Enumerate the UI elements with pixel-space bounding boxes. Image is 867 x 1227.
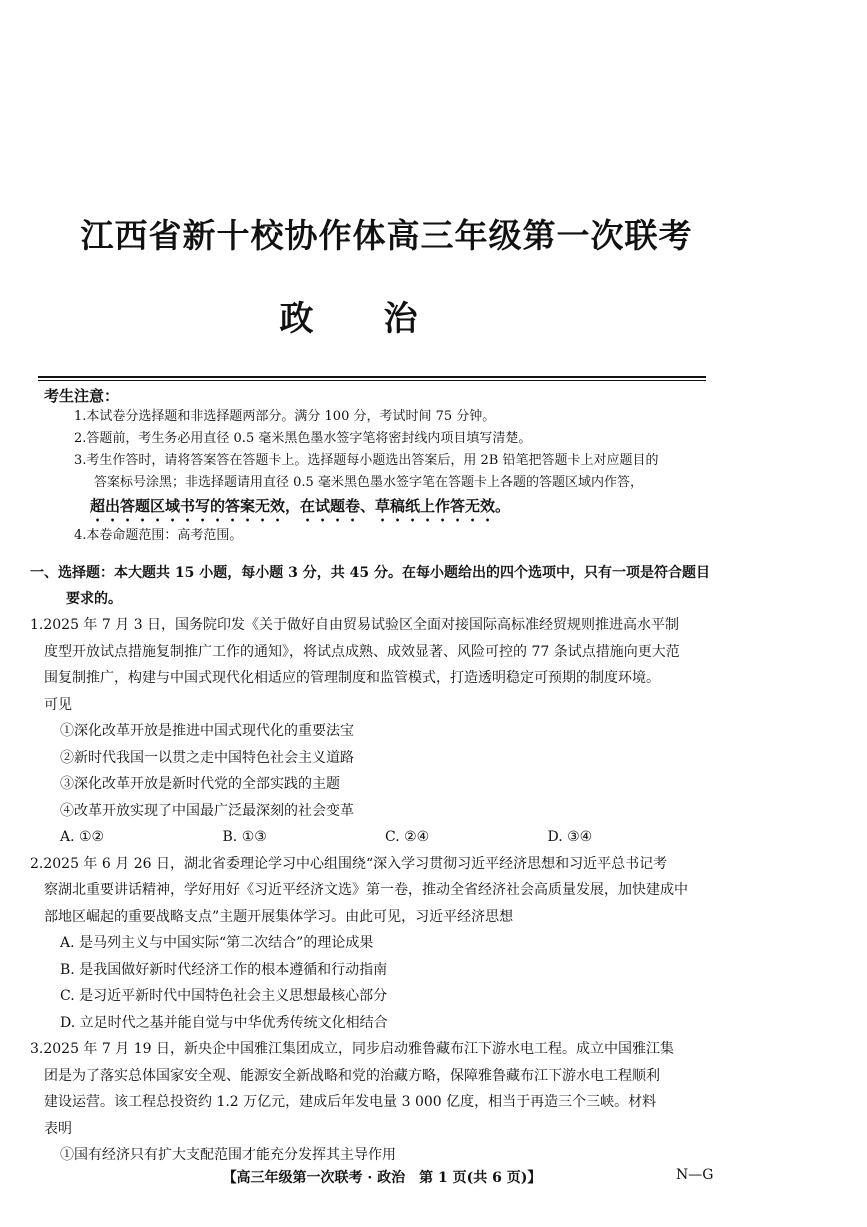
question-3 [30, 1036, 710, 1169]
notice-item-3: 3.考生作答时，请将答案答在答题卡上。选择题每小题选出答案后，用 2B 铅笔把答题卡上对应题目的 [74, 453, 659, 468]
q3-stem-line-2: 团是为了落实总体国家安全观、能源安全新战略和党的治藏方略，保障雅鲁藏布江下游水电工程顺利 [44, 1067, 660, 1084]
q1-statement-2: ②新时代我国一以贯之走中国特色社会主义道路 [60, 749, 354, 766]
notice-heading: 考生注意： [44, 387, 120, 405]
notice-item-1: 1.本试卷分选择题和非选择题两部分。满分 100 分，考试时间 75 分钟。 [74, 409, 496, 424]
notice-item-3-continued: 答案标号涂黑；非选择题请用直径 0.5 毫米黑色墨水签字笔在答题卡上各题的答题区域内作答， [94, 475, 643, 490]
q1-choice-d: D. ③④ [547, 829, 593, 845]
q1-choice-c: C. ②④ [385, 829, 430, 845]
q1-choice-b: B. ①③ [222, 829, 267, 845]
q1-choices [30, 824, 710, 851]
q1-statement-1: ①深化改革开放是推进中国式现代化的重要法宝 [60, 723, 354, 739]
q1-stem-line-3: 围复制推广，构建与中国式现代化相适应的管理制度和监管模式，打造透明稳定可预期的制度环境。 [44, 670, 660, 686]
footer-page-info: 【高三年级第一次联考 · 政治 第 1 页(共 6 页)】 [222, 1170, 542, 1186]
section-heading: 一、选择题：本大题共 15 小题，每小题 3 分，共 45 分。在每小题给出的四个选项中，只有一项是符合题目 [30, 565, 710, 581]
q1-statement-3: ③深化改革开放是新时代党的全部实践的主题 [60, 776, 340, 792]
q2-choice-d: D. 立足时代之基并能自觉与中华优秀传统文化相结合 [60, 1014, 388, 1031]
header-divider-thin [38, 380, 706, 381]
section-heading-continued: 要求的。 [66, 591, 122, 607]
q1-statement-4: ④改革开放实现了中国最广泛最深刻的社会变革 [60, 802, 354, 819]
subject-title: 政治 [279, 299, 488, 339]
q2-choice-c: C. 是习近平新时代中国特色社会主义思想最核心部分 [60, 988, 388, 1004]
q1-stem-line-4: 可见 [44, 696, 72, 713]
q1-stem-line-2: 度型开放试点措施复制推广工作的通知》，将试点成熟、成效显著、风险可控的 77 条试点措施向更大范 [44, 643, 680, 660]
q3-stem-line-3: 建设运营。该工程总投资约 1.2 万亿元，建成后年发电量 3 000 亿度，相当于再造三个三峡。材料 [44, 1094, 657, 1110]
q3-stem-line-4: 表明 [44, 1120, 72, 1137]
question-1 [30, 612, 710, 851]
notice-item-3-emphasis: 超出答题区域书写的答案无效，在试题卷、草稿纸上作答无效。 [90, 497, 511, 515]
q2-choice-a: A. 是马列主义与中国实际“第二次结合”的理论成果 [60, 935, 374, 951]
q1-stem-line-1: 1.2025 年 7 月 3 日，国务院印发《关于做好自由贸易试验区全面对接国际高标准经贸规则推进高水平制 [30, 617, 680, 633]
header-divider-thick [38, 376, 706, 378]
q1-choice-a: A. ①② [60, 829, 105, 845]
question-2 [30, 851, 710, 1037]
notice-item-4: 4.本卷命题范围：高考范围。 [74, 528, 243, 543]
notice-item-2: 2.答题前，考生务必用直径 0.5 毫米黑色墨水签字笔将密封线内项目填写清楚。 [74, 431, 532, 446]
exam-title: 江西省新十校协作体高三年级第一次联考 [80, 216, 693, 255]
q2-stem-line-3: 部地区崛起的重要战略支点”主题开展集体学习。由此可见，习近平经济思想 [44, 908, 514, 925]
candidate-notice [44, 386, 710, 547]
q2-stem-line-2: 察湖北重要讲话精神，学好用好《习近平经济文选》第一卷，推动全省经济社会高质量发展，加快建成中 [44, 882, 688, 898]
question-content [30, 560, 710, 1169]
q2-choice-b: B. 是我国做好新时代经济工作的根本遵循和行动指南 [60, 961, 388, 978]
q3-stem-line-1: 3.2025 年 7 月 19 日，新央企中国雅江集团成立，同步启动雅鲁藏布江下游水电工程。成立中国雅江集 [30, 1041, 674, 1057]
footer-code: N—G [676, 1167, 714, 1183]
q2-stem-line-1: 2.2025 年 6 月 26 日，湖北省委理论学习中心组围绕“深入学习贯彻习近平经济思想和习近平总书记考 [30, 855, 668, 872]
q3-statement-1: ①国有经济只有扩大支配范围才能充分发挥其主导作用 [60, 1147, 396, 1163]
